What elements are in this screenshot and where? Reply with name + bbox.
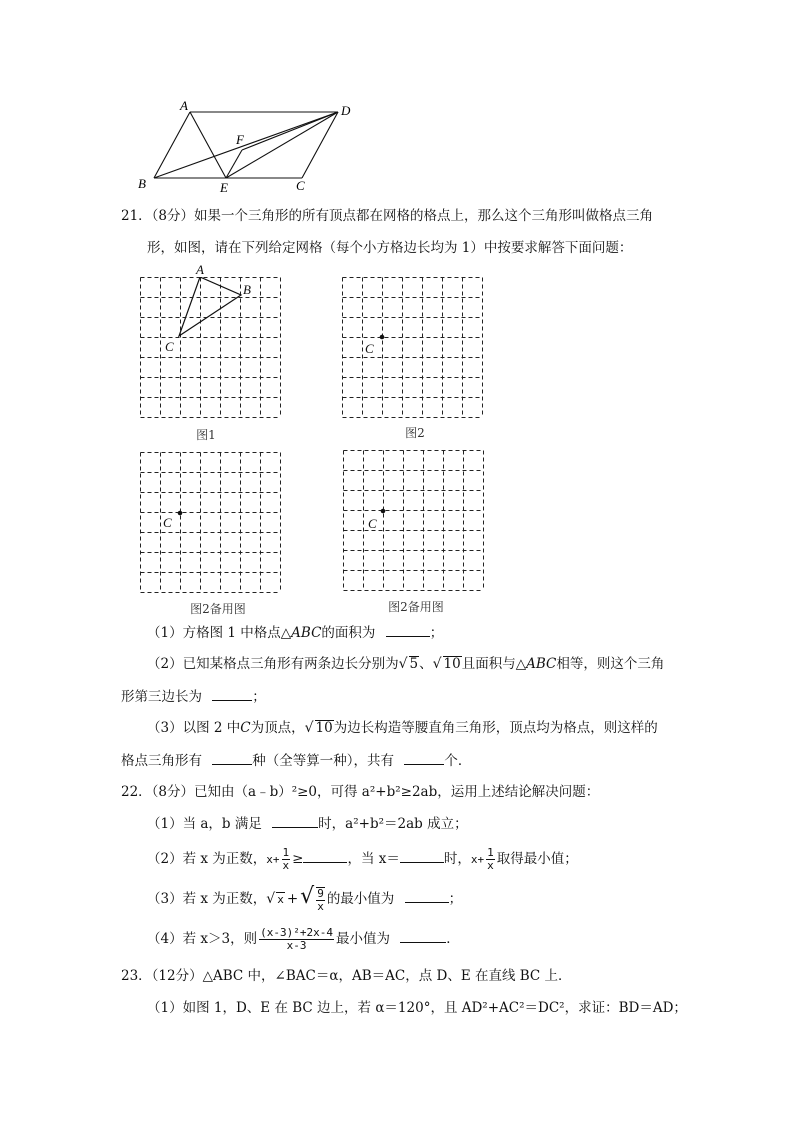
caption-fig1: 图1 xyxy=(196,428,216,442)
q22-p1-text-b: 时，a²+b²＝2ab 成立； xyxy=(318,816,468,832)
q22-p2-text-a: （2）若 x 为正数， xyxy=(147,851,267,867)
q22-p2-text-b: ，当 x＝ xyxy=(347,851,400,867)
q22-p3-text-a: （3）若 x 为正数， xyxy=(147,891,267,907)
q21-stem-line2: 形，如图，请在下列给定网格（每个小方格边长均为 1）中按要求解答下面问题： xyxy=(147,240,633,256)
q22-p3-plus: + xyxy=(286,891,299,907)
answer-blank-q21-1[interactable] xyxy=(386,622,430,637)
q21-p2-sep: 、 xyxy=(419,656,433,672)
q21-part3-line2 xyxy=(121,750,471,771)
q21-p2-sqrt5: 5 xyxy=(409,656,419,672)
q21-p2-text-a: （2）已知某格点三角形有两条边长分别为 xyxy=(147,656,399,672)
q22-p3-frac-den: x xyxy=(317,899,324,913)
q22-p3-sqrt-fraction xyxy=(316,887,325,913)
label-E: E xyxy=(220,180,228,195)
answer-blank-q22-3[interactable] xyxy=(405,888,449,903)
q21-p3-text-g: 个． xyxy=(444,753,472,769)
q22-p2-frac-den: x xyxy=(282,859,290,872)
q21-p1-abc: ABC xyxy=(291,625,322,641)
q21-p3-text-a: （3）以图 2 中 xyxy=(147,720,241,736)
answer-blank-q22-2a[interactable] xyxy=(303,848,347,863)
q21-p2-text-e: ； xyxy=(252,689,266,705)
q22-p4-text-c: ． xyxy=(446,931,460,947)
q21-p3-c: C xyxy=(240,720,251,736)
caption-fig2: 图2 xyxy=(405,426,425,440)
q21-p3-text-e: 格点三角形有 xyxy=(121,753,202,769)
q22-p2-frac-num: 1 xyxy=(282,846,290,859)
q21-part2-line2 xyxy=(121,686,266,707)
q22-p3-text-c: ； xyxy=(448,891,463,907)
q22-part2 xyxy=(147,842,578,877)
grid-figure-3 xyxy=(140,452,281,593)
q21-p2-text-d: 形第三边长为 xyxy=(121,689,202,705)
q22-p3-frac-num: 9 xyxy=(317,886,324,900)
answer-blank-q22-1[interactable] xyxy=(272,813,318,828)
q21-p2-text-c: 相等，则这个三角 xyxy=(556,656,665,672)
q22-p2-frac2-num: 1 xyxy=(487,846,494,859)
q21-stem-line1: 21．（8分）如果一个三角形的所有顶点都在网格的格点上，那么这个三角形叫做格点三角 xyxy=(121,208,654,224)
q22-p2-frac2-den: x xyxy=(487,859,494,872)
q22-part3: （3）若 x 为正数，√ x +√ $\frac{9}{x}$ 的最小值为 ； xyxy=(147,884,463,913)
label-D: D xyxy=(341,103,351,118)
q22-stem: 22．（8分）已知由（a﹣b）²≥0，可得 a²+b²≥2ab，运用上述结论解决问题： xyxy=(121,784,600,800)
label-A: A xyxy=(180,98,188,113)
q22-p2-x2: x+ xyxy=(470,853,485,866)
answer-blank-q21-3a[interactable] xyxy=(212,750,252,765)
q22-p3-sqrt-x: x xyxy=(277,893,284,906)
q22-p2-text-c: 时， xyxy=(443,851,471,867)
fig1-label-C: C xyxy=(165,339,174,354)
q22-p1-text: （1）当 a，b 满足 xyxy=(147,816,262,832)
grid-figure-4 xyxy=(343,450,484,591)
q22-p4-text-a: （4）若 x＞3，则 xyxy=(147,931,258,947)
answer-blank-q21-3b[interactable] xyxy=(404,750,444,765)
label-F: F xyxy=(236,132,244,147)
q21-p2-sqrt10: 10 xyxy=(443,656,461,672)
q21-p1-text-c: ； xyxy=(429,625,444,641)
q23-part1: （1）如图 1，D、E 在 BC 边上，若 α＝120°，且 AD²+AC²＝DC²，求证：BD＝AD； xyxy=(147,1000,687,1016)
grid-figure-1 xyxy=(140,277,281,418)
q21-p3-text-d: 为边长构造等腰直角三角形，顶点均为格点，则这样的 xyxy=(333,720,658,736)
q22-p4-frac-num: (x-3)²+2x-4 xyxy=(260,926,333,939)
q22-p2-fraction2 xyxy=(486,847,495,872)
answer-blank-q22-4[interactable] xyxy=(400,928,446,943)
grid-figure-2 xyxy=(342,277,483,418)
answer-blank-q21-2[interactable] xyxy=(212,686,252,701)
caption-fig4: 图2备用图 xyxy=(388,600,444,614)
q21-p3-sqrt10: 10 xyxy=(315,720,333,736)
q22-part1 xyxy=(147,813,468,834)
fig4-label-C: C xyxy=(368,516,377,531)
q21-p3-text-f: 种（全等算一种），共有 xyxy=(252,753,395,769)
q22-p2-ge: ≥ xyxy=(292,851,304,867)
fig1-label-A: A xyxy=(196,262,204,277)
fig3-label-C: C xyxy=(163,515,172,530)
fig1-label-B: B xyxy=(243,282,251,297)
label-B: B xyxy=(138,176,146,191)
q21-p1-text-a: （1）方格图 1 中格点△ xyxy=(147,625,292,641)
q22-p2-x: x+ xyxy=(266,853,280,866)
fig2-label-C: C xyxy=(365,341,374,356)
q23-stem: 23．（12分）△ABC 中，∠BAC＝α，AB＝AC，点 D、E 在直线 BC 上． xyxy=(121,968,572,984)
q22-p4-fraction xyxy=(259,927,334,952)
q21-p2-text-b: 且面积与△ xyxy=(461,656,527,672)
q21-part2-line1: （2）已知某格点三角形有两条边长分别为√ 5、√ 10且面积与△ABC相等，则这个三角 xyxy=(147,656,665,672)
parallelogram-figure xyxy=(130,98,360,198)
q21-p3-text-b: 为顶点， xyxy=(250,720,305,736)
label-C: C xyxy=(296,178,305,193)
q22-p2-text-d: 取得最小值； xyxy=(496,851,578,867)
q22-part4 xyxy=(147,922,460,956)
q21-p1-text-b: 的面积为 xyxy=(321,625,376,641)
q21-p2-abc: ABC xyxy=(526,656,557,672)
caption-fig3: 图2备用图 xyxy=(190,602,246,616)
q22-p2-fraction xyxy=(282,847,291,872)
q22-p4-text-b: 最小值为 xyxy=(335,931,390,947)
q21-part3-line1: （3）以图 2 中C为顶点，√ 10为边长构造等腰直角三角形，顶点均为格点，则这样的 xyxy=(147,720,658,736)
q22-p3-text-b: 的最小值为 xyxy=(326,891,395,907)
q21-part1 xyxy=(147,622,443,643)
answer-blank-q22-2b[interactable] xyxy=(400,848,444,863)
q22-p4-frac-den: x-3 xyxy=(286,939,307,952)
